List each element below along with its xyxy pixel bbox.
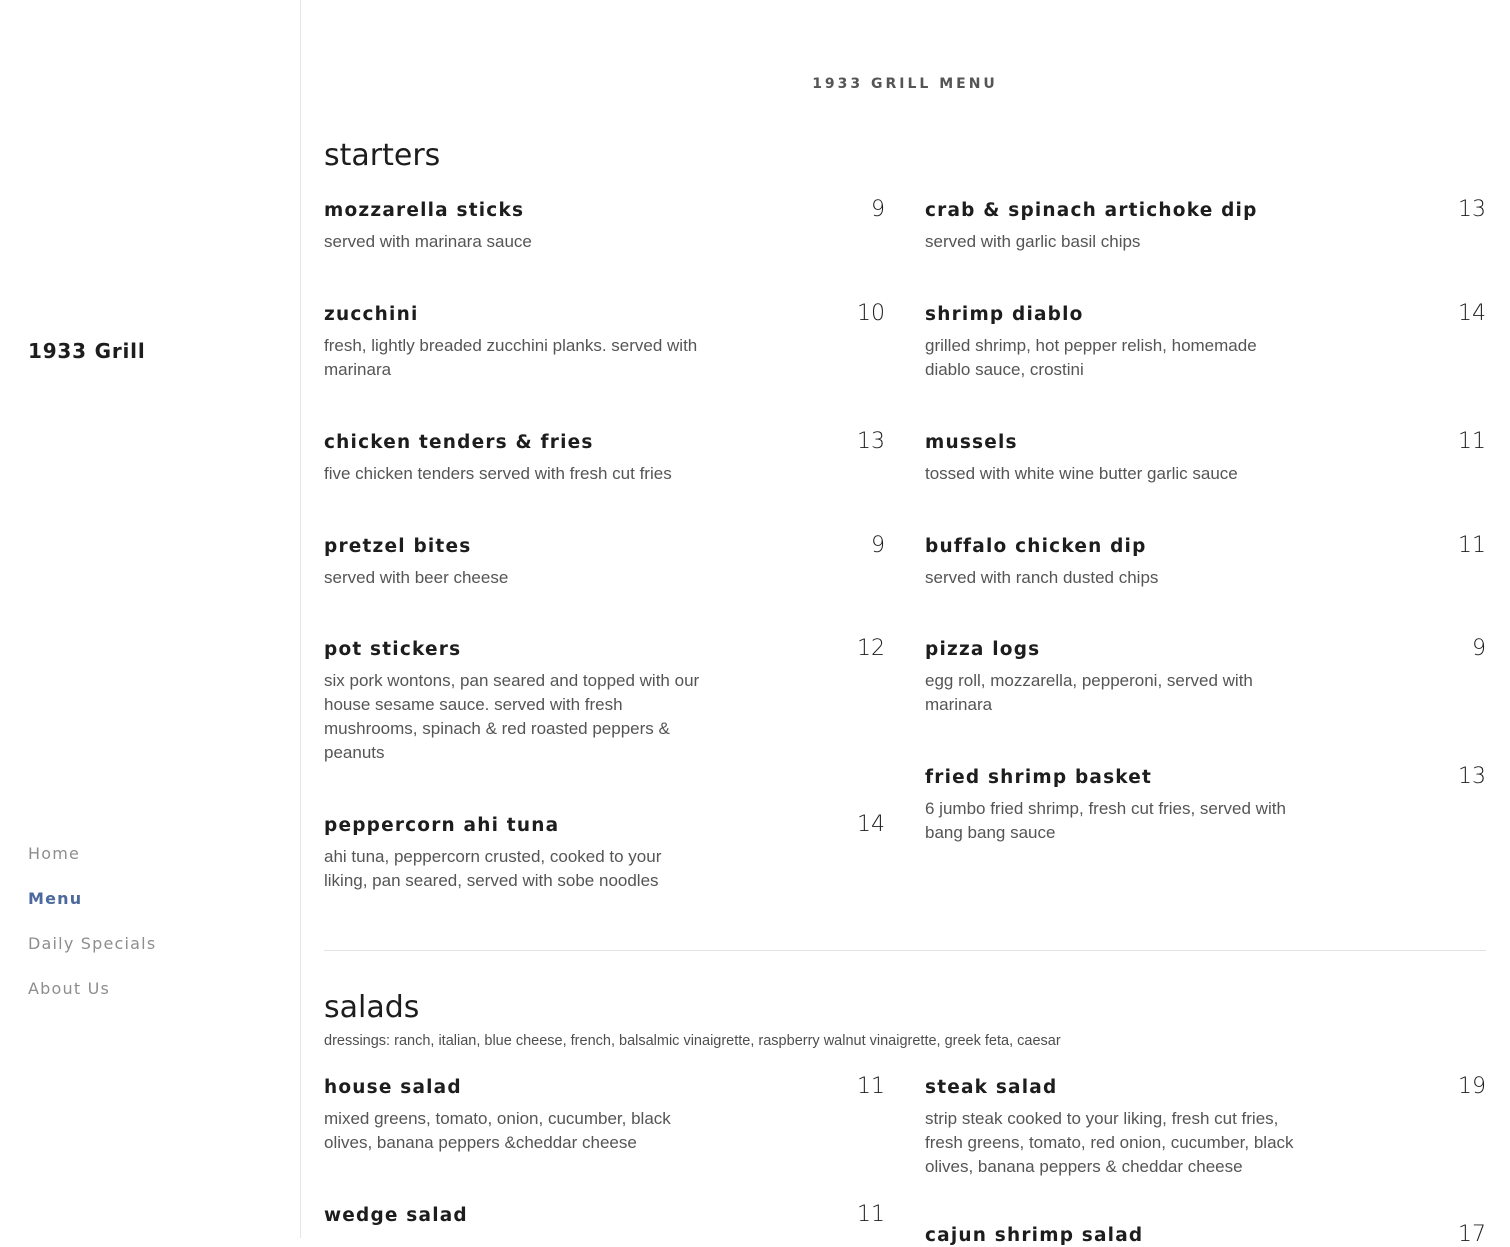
- item-price: 9: [871, 197, 885, 222]
- item-description: fresh, lightly breaded zucchini planks. served with marinara: [324, 336, 698, 379]
- item-price: 17: [1458, 1222, 1486, 1247]
- item-name: mozzarella sticks: [324, 200, 525, 221]
- item-price: 14: [857, 812, 885, 837]
- item-price: 14: [1458, 301, 1486, 326]
- item-name: house salad: [324, 1077, 462, 1098]
- item-description: served with marinara sauce: [324, 232, 532, 251]
- item-description: five chicken tenders served with fresh cut fries: [324, 464, 672, 483]
- item-price: 10: [857, 301, 885, 326]
- site-title-link[interactable]: 1933 Grill: [28, 339, 146, 363]
- section-divider: [324, 950, 1486, 951]
- item-price: 19: [1458, 1074, 1486, 1099]
- nav-item-home[interactable]: Home: [28, 844, 81, 863]
- item-price: 11: [857, 1074, 885, 1099]
- item-price: 13: [857, 429, 885, 454]
- item-name: pizza logs: [925, 639, 1041, 660]
- page-title: 1933 GRILL MENU: [812, 76, 998, 92]
- item-price: 11: [1458, 533, 1486, 558]
- nav-item-about-us[interactable]: About Us: [28, 979, 111, 998]
- item-name: mussels: [925, 432, 1018, 453]
- dressings-note: dressings: ranch, italian, blue cheese, french, balsalmic vinaigrette, raspberry walnut vinaigrette, greek feta, caesar: [324, 1033, 1061, 1049]
- menu-content: [324, 0, 1486, 1247]
- item-name: steak salad: [925, 1077, 1058, 1098]
- item-description: grilled shrimp, hot pepper relish, homemade diablo sauce, crostini: [925, 336, 1257, 379]
- item-description: 6 jumbo fried shrimp, fresh cut fries, served with bang bang sauce: [925, 799, 1286, 842]
- item-price: 9: [871, 533, 885, 558]
- item-description: served with beer cheese: [324, 568, 509, 587]
- item-price: 13: [1458, 764, 1486, 789]
- section-heading-salads: salads: [324, 990, 420, 1025]
- item-name: chicken tenders & fries: [324, 432, 594, 453]
- nav-item-daily-specials[interactable]: Daily Specials: [28, 934, 157, 953]
- item-name: crab & spinach artichoke dip: [925, 200, 1258, 221]
- item-description: served with garlic basil chips: [925, 232, 1141, 251]
- item-description: six pork wontons, pan seared and topped with our house sesame sauce. served with fresh mushrooms, spinach & red roasted peppers & peanuts: [324, 671, 700, 762]
- item-description: egg roll, mozzarella, pepperoni, served with marinara: [925, 671, 1253, 714]
- item-name: buffalo chicken dip: [925, 536, 1147, 557]
- item-price: 11: [857, 1202, 885, 1227]
- nav-item-menu[interactable]: Menu: [28, 889, 83, 908]
- item-description: tossed with white wine butter garlic sauce: [925, 464, 1238, 483]
- item-name: pretzel bites: [324, 536, 472, 557]
- item-price: 13: [1458, 197, 1486, 222]
- item-description: ahi tuna, peppercorn crusted, cooked to your liking, pan seared, served with sobe noodles: [324, 847, 662, 890]
- item-description: mixed greens, tomato, onion, cucumber, black olives, banana peppers &cheddar cheese: [324, 1109, 671, 1152]
- item-name: peppercorn ahi tuna: [324, 815, 560, 836]
- item-price: 12: [857, 636, 885, 661]
- sidebar: [0, 0, 301, 1238]
- item-name: shrimp diablo: [925, 304, 1084, 325]
- item-name: cajun shrimp salad: [925, 1225, 1144, 1246]
- section-heading-starters: starters: [324, 138, 441, 173]
- item-price: 9: [1472, 636, 1486, 661]
- item-description: served with ranch dusted chips: [925, 568, 1159, 587]
- item-name: pot stickers: [324, 639, 462, 660]
- item-name: zucchini: [324, 304, 419, 325]
- item-name: wedge salad: [324, 1205, 468, 1226]
- main-nav: [28, 843, 156, 1023]
- item-description: strip steak cooked to your liking, fresh cut fries, fresh greens, tomato, red onion, cucumber, black olives, banana peppers & cheddar cheese: [925, 1109, 1294, 1176]
- item-price: 11: [1458, 429, 1486, 454]
- item-name: fried shrimp basket: [925, 767, 1153, 788]
